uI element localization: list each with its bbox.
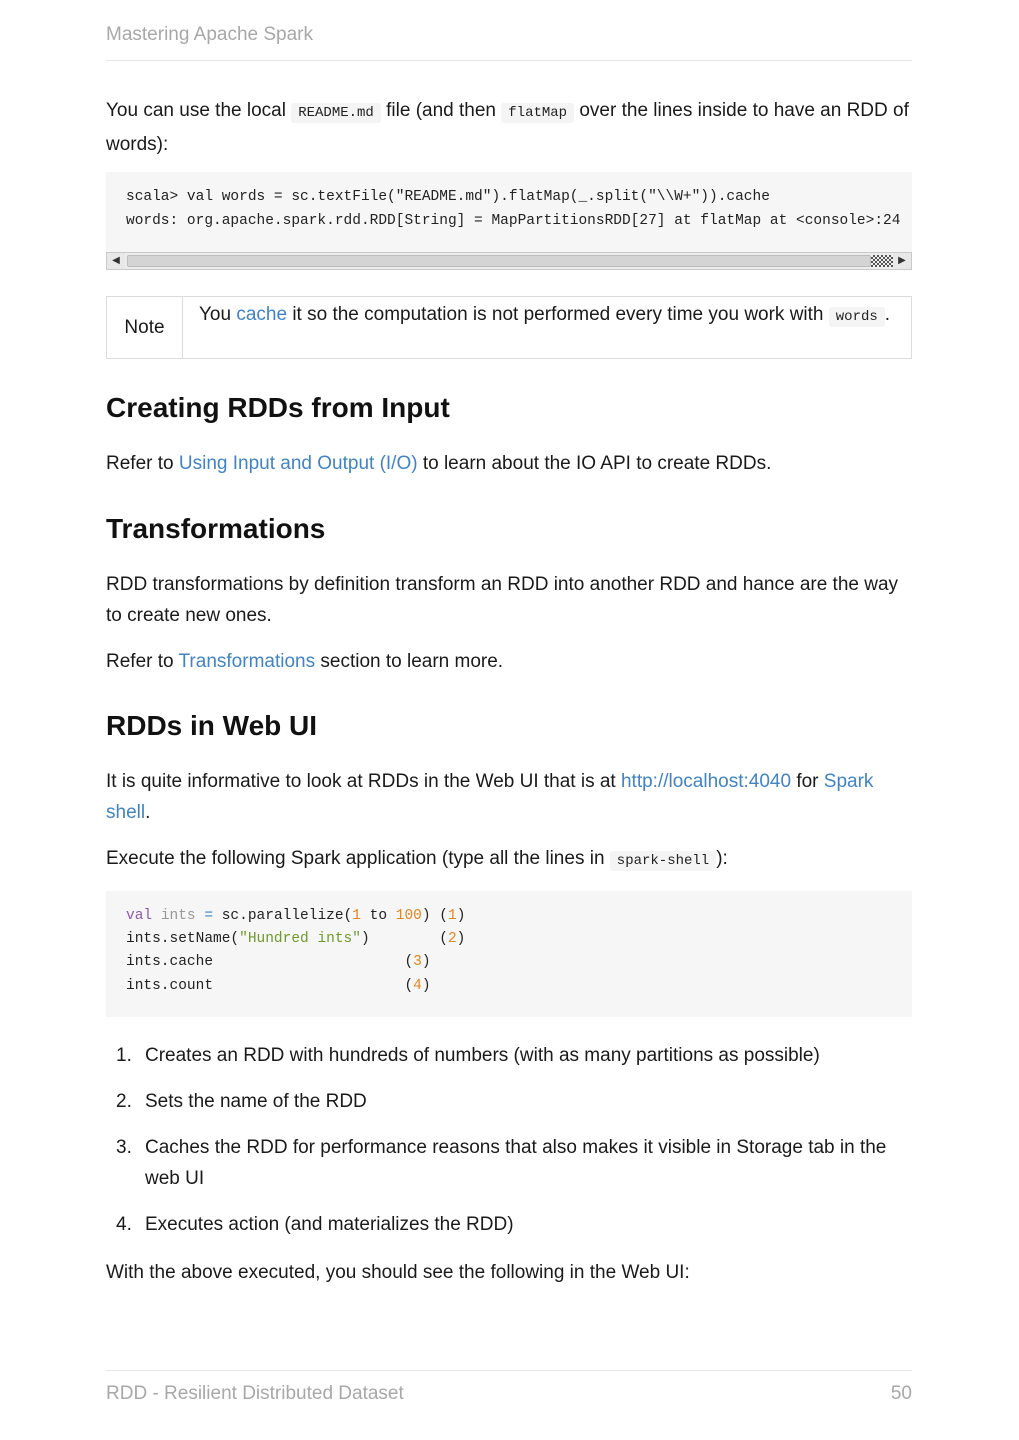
code-number: 100 xyxy=(395,908,422,924)
header-divider xyxy=(106,60,912,61)
scroll-thumb[interactable] xyxy=(127,255,871,267)
footer-divider xyxy=(106,1370,912,1371)
code-line xyxy=(126,954,431,970)
code-text: ) ( xyxy=(421,908,448,924)
list-text: Executes action (and materializes the RDD) xyxy=(145,1214,514,1235)
section1-paragraph xyxy=(106,448,912,479)
intro-text: You can use the local xyxy=(106,100,292,121)
footer-chapter-title: RDD - Resilient Distributed Dataset xyxy=(106,1383,404,1404)
code-operator: = xyxy=(204,908,214,924)
closing-paragraph: With the above executed, you should see the following in the Web UI: xyxy=(106,1262,690,1283)
code-string: "Hundred ints" xyxy=(239,931,361,947)
note-admonition xyxy=(106,296,912,359)
note-body xyxy=(199,301,899,331)
code-text: sc.parallelize( xyxy=(221,908,353,924)
list-item xyxy=(106,1209,912,1240)
note-text: it so the computation is not performed every time you work with xyxy=(287,304,829,325)
code-variable: ints xyxy=(160,908,196,924)
transformations-paragraph: RDD transformations by definition transform an RDD into another RDD and hance are the way to create new ones. xyxy=(106,574,899,626)
scroll-right-icon[interactable]: ▶ xyxy=(893,253,911,269)
scroll-grip[interactable] xyxy=(871,255,893,267)
inline-code-flatmap: flatMap xyxy=(501,103,574,123)
para-text: Refer to xyxy=(106,651,179,672)
webui-paragraph xyxy=(106,766,912,828)
note-text: . xyxy=(884,304,891,325)
io-link[interactable]: Using Input and Output (I/O) xyxy=(178,453,418,474)
list-item xyxy=(106,1086,912,1117)
para-text: to learn about the IO API to create RDDs. xyxy=(417,453,772,474)
inline-code-words: words xyxy=(829,307,885,327)
code-number: 1 xyxy=(352,908,361,924)
code-text: ) xyxy=(421,954,431,970)
localhost-link[interactable]: http://localhost:4040 xyxy=(620,771,792,792)
inline-code-readme: README.md xyxy=(291,103,381,123)
code-text: ints.count ( xyxy=(126,978,414,994)
code-line xyxy=(126,978,431,994)
note-label: Note xyxy=(107,297,183,358)
code-line xyxy=(126,931,465,947)
code-line: words: org.apache.spark.rdd.RDD[String] = MapPartitionsRDD[27] at flatMap at <console>:24 xyxy=(126,213,901,229)
para-text: for xyxy=(791,771,824,792)
transformations-link[interactable]: Transformations xyxy=(178,651,316,672)
code-line xyxy=(126,908,465,924)
list-number: 1. xyxy=(116,1045,132,1066)
callout-marker: 1 xyxy=(448,908,457,924)
intro-paragraph xyxy=(106,95,912,160)
intro-text: file (and then xyxy=(380,100,502,121)
inline-code-spark-shell: spark-shell xyxy=(610,851,716,871)
code-text: ) ( xyxy=(360,931,448,947)
callout-marker: 4 xyxy=(413,978,422,994)
list-number: 3. xyxy=(116,1137,132,1158)
heading-rdds-web-ui: RDDs in Web UI xyxy=(106,710,318,741)
code-text: ints.setName( xyxy=(126,931,240,947)
code-block-ints xyxy=(106,891,912,1017)
heading-transformations: Transformations xyxy=(106,513,326,544)
code-line: scala> val words = sc.textFile("README.md").flatMap(_.split("\\W+")).cache xyxy=(126,189,770,205)
list-text: Creates an RDD with hundreds of numbers (with as many partitions as possible) xyxy=(145,1045,820,1066)
spark-shell-link[interactable]: Spark shell xyxy=(106,771,874,823)
list-text: Caches the RDD for performance reasons that also makes it visible in Storage tab in the web UI xyxy=(145,1137,887,1189)
code-text: ) xyxy=(456,931,466,947)
code-text: ) xyxy=(421,978,431,994)
list-item xyxy=(106,1040,912,1071)
code-text: ) xyxy=(456,908,466,924)
list-text: Sets the name of the RDD xyxy=(145,1091,367,1112)
list-number: 4. xyxy=(116,1214,132,1235)
note-text: You xyxy=(199,304,237,325)
scroll-left-icon[interactable]: ◀ xyxy=(107,253,125,269)
callout-marker: 2 xyxy=(447,931,457,947)
list-number: 2. xyxy=(116,1091,132,1112)
code-keyword: val xyxy=(126,908,153,924)
execute-paragraph xyxy=(106,843,912,877)
cache-link[interactable]: cache xyxy=(236,304,288,325)
running-header: Mastering Apache Spark xyxy=(106,24,314,45)
para-text: ): xyxy=(716,848,728,869)
heading-creating-rdds: Creating RDDs from Input xyxy=(106,392,450,423)
list-item xyxy=(106,1132,912,1194)
para-text: Execute the following Spark application (type all the lines in xyxy=(106,848,610,869)
para-text: It is quite informative to look at RDDs in the Web UI that is at xyxy=(106,771,621,792)
horizontal-scrollbar[interactable] xyxy=(106,252,912,270)
para-text: . xyxy=(145,802,151,823)
intro-text: over the lines inside to have an RDD of words): xyxy=(106,100,909,155)
code-text: to xyxy=(360,908,396,924)
footer-page-number: 50 xyxy=(890,1383,912,1404)
para-text: Refer to xyxy=(106,453,179,474)
callout-marker: 3 xyxy=(413,954,422,970)
code-text: ints.cache ( xyxy=(126,954,414,970)
para-text: section to learn more. xyxy=(315,651,504,672)
callout-list xyxy=(106,1040,912,1255)
transformations-refer xyxy=(106,646,912,677)
